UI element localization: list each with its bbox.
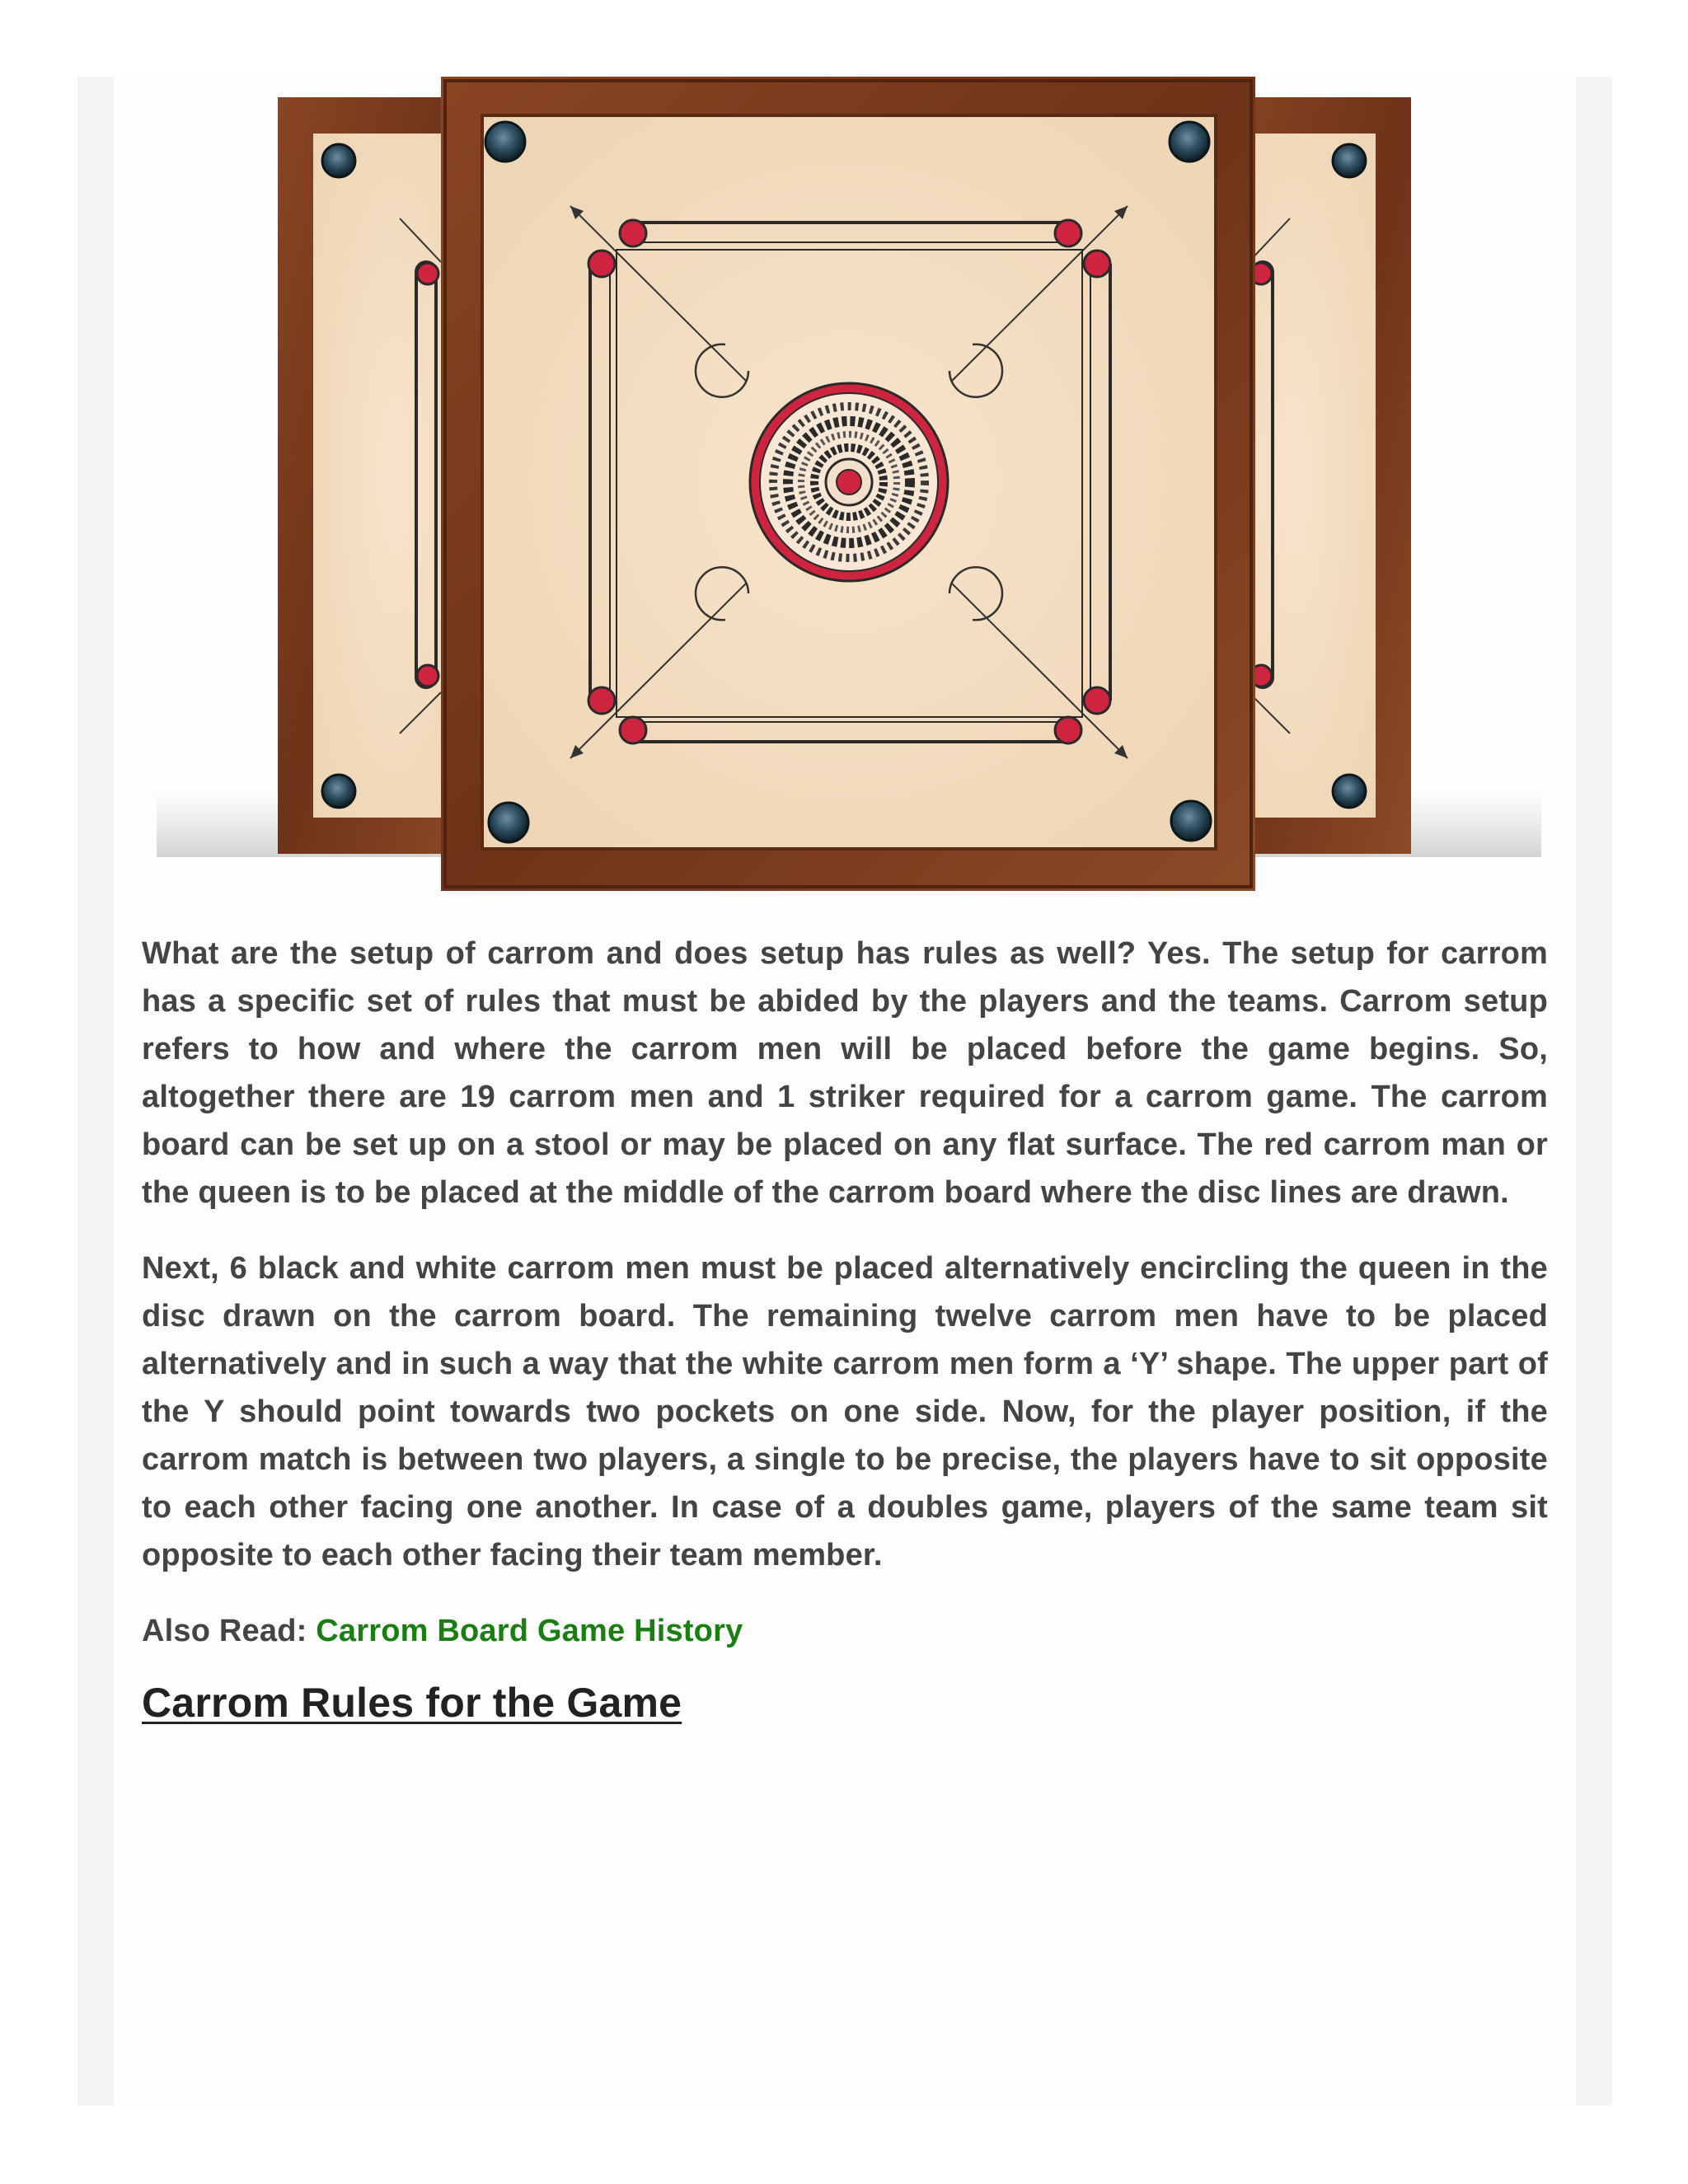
pocket-top-left <box>485 122 525 162</box>
carrom-board-image <box>0 0 1688 898</box>
center-circle <box>750 383 948 581</box>
pocket-top-right <box>1170 122 1209 162</box>
carrom-history-link[interactable]: Carrom Board Game History <box>316 1614 743 1648</box>
pocket-bottom-left <box>489 803 528 842</box>
queen-spot <box>837 470 861 494</box>
pocket-bottom-right <box>1171 801 1211 841</box>
also-read-label: Also Read: <box>142 1614 307 1648</box>
article-body <box>142 930 1548 1729</box>
carrom-board-illustration <box>0 0 1688 898</box>
main-board <box>441 77 1255 891</box>
also-read <box>142 1607 1548 1655</box>
section-heading: Carrom Rules for the Game <box>142 1680 682 1726</box>
placement-paragraph: Next, 6 black and white carrom men must be placed alternatively encircling the queen in the disc drawn on the carrom board. The remaining twelve carrom men have to be placed alternatively and in such a way that the white carrom men form a ‘Y’ shape. The upper part of the Y should point towards two pockets on one side. Now, for the player position, if the carrom match is between two players, a single to be precise, the players have to sit opposite to each other facing one another. In case of a doubles game, players of the same team sit opposite to each other facing their team member. <box>142 1251 1548 1572</box>
setup-paragraph: What are the setup of carrom and does setup has rules as well? Yes. The setup for carrom has a specific set of rules that must be abided by the players and the teams. Carrom setup refers to how and where the carrom men will be placed before the game begins. So, altogether there are 19 carrom men and 1 striker required for a carrom game. The carrom board can be set up on a stool or may be placed on any flat surface. The red carrom man or the queen is to be placed at the middle of the carrom board where the disc lines are drawn. <box>142 936 1548 1210</box>
